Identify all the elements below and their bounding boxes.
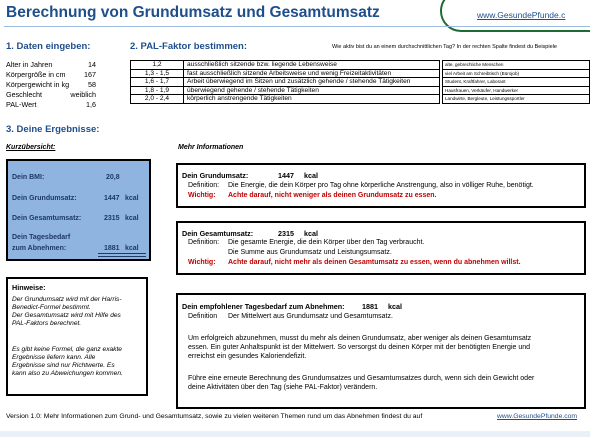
section-data-heading: 1. Daten eingeben: [6, 41, 91, 52]
info-gesamtumsatz-def-label: Definition: [188, 239, 220, 246]
field-sex-select[interactable]: weiblich [70, 90, 96, 99]
info-tagesbedarf-def-label: Definition [188, 313, 218, 320]
hinweise-line: Ergebnisse liefern kann. Alle [12, 354, 96, 361]
info-grundumsatz-def-label: Definition: [188, 182, 220, 189]
pal-example: Landwirte, Bergleute, Leistungssportler [443, 95, 590, 104]
info-gesamtumsatz-title: Dein Gesamtumsatz: [182, 229, 254, 238]
hinweise-box [6, 277, 148, 396]
field-pal-input[interactable]: 1,6 [86, 100, 96, 109]
info-grundumsatz-warn-text: Achte darauf, nicht weniger als deinen Grundumsatz zu essen. [228, 192, 437, 199]
pal-example: viel Arbeit am Schreibtisch (Bürojob) [443, 69, 590, 78]
field-height-label: Körpergröße in cm [6, 70, 66, 79]
info-tagesbedarf-paragraph: Um erfolgreich abzunehmen, musst du mehr als deinen Grundumsatz, aber weniger als deinen Gesamtumsatz [188, 335, 532, 342]
info-gesamtumsatz-unit: kcal [304, 229, 318, 238]
pal-range: 1,2 [131, 61, 184, 70]
field-age-label: Alter in Jahren [6, 60, 53, 69]
gesamtumsatz-label: Dein Gesamtumsatz: [12, 215, 82, 222]
info-grundumsatz-unit: kcal [304, 171, 318, 180]
tagesbedarf-label-2: zum Abnehmen: [12, 245, 67, 252]
info-tagesbedarf-paragraph: erreichst ein gesundes Kaloriendefizit. [188, 353, 307, 360]
field-height-input[interactable]: 167 [84, 70, 96, 79]
pal-description: fast ausschließlich sitzende Arbeitsweise und wenig Freizeitaktivitäten [184, 69, 440, 78]
double-underline [98, 253, 146, 257]
info-tagesbedarf-paragraph: essen. Ein guter Anhaltspunkt ist der Mittelwert. So versorgst du deinen Körper mit der benötigten Energie und [188, 344, 531, 351]
section-pal-heading: 2. PAL-Faktor bestimmen: [130, 41, 248, 52]
hinweise-line: Der Gesamtumsatz wird mit Hilfe des [12, 312, 121, 319]
info-grundumsatz-title: Dein Grundumsatz: [182, 171, 249, 180]
info-gesamtumsatz-def-text: Die gesamte Energie, die dein Körper über den Tag verbraucht. [228, 239, 425, 246]
page-title: Berechnung von Grundumsatz und Gesamtumsatz [6, 4, 380, 21]
pal-description: ausschließlich sitzende bzw. liegende Lebensweise [184, 61, 440, 70]
pal-row [131, 86, 440, 95]
section-results-heading: 3. Deine Ergebnisse: [6, 124, 100, 135]
field-sex-label: Geschlecht [6, 90, 42, 99]
field-age-input[interactable]: 14 [88, 60, 96, 69]
hinweise-line: Benedict-Formel bestimmt. [12, 304, 91, 311]
grundumsatz-unit: kcal [125, 195, 139, 202]
hinweise-line: Ergebnisse sind nur Richtwerte. Es [12, 362, 115, 369]
pal-example: Student, Kraftfahrer, Laborant [443, 78, 590, 87]
more-info-label: Mehr Informationen [178, 144, 244, 151]
hinweise-line: Es gibt keine Formel, die ganz exakte [12, 346, 122, 353]
info-gesamtumsatz-warn-text: Achte darauf, nicht mehr als deinen Gesamtumsatz zu essen, wenn du abnehmen willst. [228, 259, 521, 266]
bmi-label: Dein BMI: [12, 174, 45, 181]
hinweise-line: PAL-Faktors berechnet. [12, 320, 82, 327]
info-tagesbedarf-def-text: Der Mittelwert aus Grundumsatz und Gesamtumsatz. [228, 313, 393, 320]
pal-range: 1,3 - 1,5 [131, 69, 184, 78]
info-gesamtumsatz-value: 2315 [278, 229, 294, 238]
gesamtumsatz-unit: kcal [125, 215, 139, 222]
summary-label: Kurzübersicht: [6, 144, 56, 151]
info-tagesbedarf-unit: kcal [388, 302, 402, 311]
info-grundumsatz-value: 1447 [278, 171, 294, 180]
hinweise-line: kann also zu Abweichungen kommen. [12, 370, 123, 377]
info-gesamtumsatz-box [176, 221, 586, 275]
tagesbedarf-label: Dein Tagesbedarf [12, 234, 71, 241]
pal-table [130, 60, 440, 104]
pal-range: 1,8 - 1,9 [131, 86, 184, 95]
gesamtumsatz-value: 2315 [104, 215, 120, 222]
info-grundumsatz-warn-label: Wichtig: [188, 192, 216, 199]
info-gesamtumsatz-def-text-2: Die Summe aus Grundumsatz und Leistungsumsatz. [228, 249, 392, 256]
pal-description: überwiegend gehende / stehende Tätigkeiten [184, 86, 440, 95]
info-tagesbedarf-value: 1881 [362, 302, 378, 311]
pal-row [131, 78, 440, 87]
field-pal-label: PAL-Wert [6, 100, 37, 109]
pal-range: 1,6 - 1,7 [131, 78, 184, 87]
hinweise-line: Der Grundumsatz wird mit der Harris- [12, 296, 122, 303]
logo-link[interactable]: www.GesundePfunde.c [477, 10, 566, 20]
pal-examples-table [442, 60, 590, 104]
hinweise-title: Hinweise: [12, 283, 46, 292]
info-gesamtumsatz-warn-label: Wichtig: [188, 259, 216, 266]
results-summary-box [6, 159, 151, 261]
info-tagesbedarf-paragraph: Führe eine erneute Berechnung des Grundumsatzes und Gesamtumsatzes durch, wenn sich dein Gewicht oder [188, 375, 535, 382]
info-grundumsatz-def-text: Die Energie, die dein Körper pro Tag ohne körperliche Anstrengung, also in völliger Ruhe, benötigt. [228, 182, 534, 189]
pal-row [131, 61, 440, 70]
bottom-strip [0, 431, 590, 437]
grundumsatz-label: Dein Grundumsatz: [12, 195, 77, 202]
pal-row [131, 95, 440, 104]
pal-range: 2,0 - 2,4 [131, 95, 184, 104]
header-divider [4, 26, 590, 27]
info-grundumsatz-box [176, 163, 586, 208]
pal-example: alte, gebrechliche Menschen [443, 61, 590, 70]
pal-description: körperlich anstrengende Tätigkeiten [184, 95, 440, 104]
pal-example: Hausfrauen, Verkäufer, Handwerker [443, 86, 590, 95]
grundumsatz-value: 1447 [104, 195, 120, 202]
tagesbedarf-unit: kcal [125, 245, 139, 252]
field-weight-label: Körpergewicht in kg [6, 80, 70, 89]
info-tagesbedarf-box [176, 293, 586, 409]
bmi-value: 20,8 [106, 174, 120, 181]
info-tagesbedarf-paragraph: deine Aktivitäten über den Tag (siehe PAL-Faktor) verändern. [188, 384, 378, 391]
pal-row [131, 69, 440, 78]
info-tagesbedarf-title: Dein empfohlener Tagesbedarf zum Abnehmen: [182, 302, 345, 311]
tagesbedarf-value: 1881 [104, 245, 120, 252]
pal-description: Arbeit überwiegend im Sitzen und zusätzlich gehende / stehende Tätigkeiten [184, 78, 440, 87]
footer-text: Version 1.0: Mehr Informationen zum Grund- und Gesamtumsatz, sowie zu vielen weiteren Themen rund um das Abnehmen findest du auf [6, 413, 423, 420]
footer-link[interactable]: www.GesundePfunde.com [497, 413, 578, 420]
pal-question: Wie aktiv bist du an einem durchschnittlichen Tag? In der rechten Spalte findest du Beispiele [332, 44, 557, 50]
field-weight-input[interactable]: 58 [88, 80, 96, 89]
